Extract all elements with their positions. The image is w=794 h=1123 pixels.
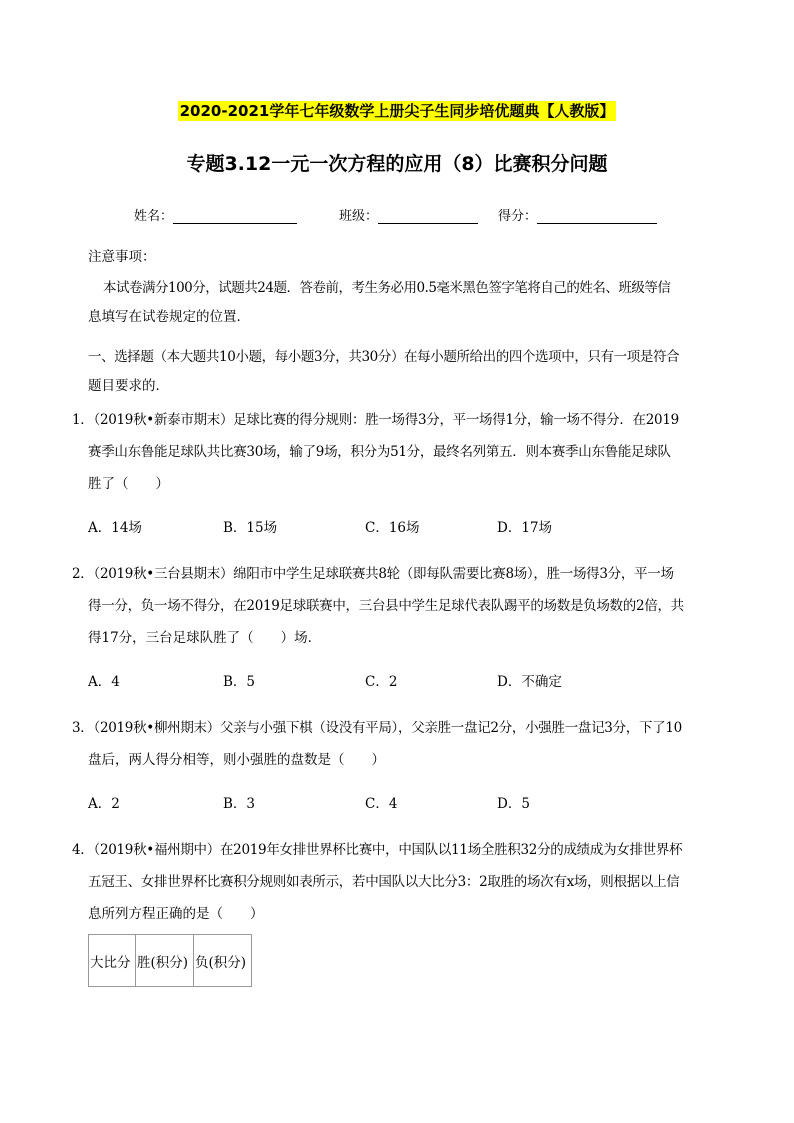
score-label: 得分： [498,209,538,224]
banner-text: 2020-2021学年七年级数学上册尖子生同步培优题典【人教版】 [179,102,615,120]
score-field [498,205,657,224]
question-1-option-d[interactable]: D．17场 [497,520,553,536]
section-line-2: 题目要求的． [88,378,169,394]
question-2-line-3: 得17分，三台足球队胜了（ ）场． [88,630,322,646]
class-field [339,205,478,224]
question-2-option-a[interactable]: A．4 [88,674,120,690]
question-3-option-a[interactable]: A．2 [88,796,120,812]
question-3-option-d[interactable]: D．5 [497,796,530,812]
section-line-1: 一、选择题（本大题共10小题，每小题3分，共30分）在每小题所给出的四个选项中，只有一项是符合 [88,349,680,365]
question-2-option-c[interactable]: C．2 [365,674,398,690]
name-label: 姓名： [134,209,174,224]
question-3-option-c[interactable]: C．4 [365,796,398,812]
banner [0,100,794,121]
table-header-cell: 胜(积分) [136,935,194,987]
question-2-line-1: 2．（2019秋•三台县期末）绵阳市中学生足球联赛共8轮（即每队需要比赛8场），胜一场得3分，平一场 [72,566,674,582]
question-2-option-b[interactable]: B．5 [223,674,256,690]
table-row [89,935,252,987]
question-1-line-3: 胜了（ ） [88,476,169,492]
question-1-option-b[interactable]: B．15场 [223,520,278,536]
table-header-cell: 大比分 [89,935,136,987]
name-blank[interactable] [173,209,297,224]
question-1-line-1: 1．（2019秋•新泰市期末）足球比赛的得分规则：胜一场得3分，平一场得1分，输一场不得分．在2019 [72,412,679,428]
question-1-option-a[interactable]: A．14场 [88,520,142,536]
question-2-line-2: 得一分，负一场不得分，在2019足球联赛中，三台县中学生足球代表队踢平的场数是负场数的2倍，共 [88,598,684,614]
question-3-option-b[interactable]: B．3 [223,796,256,812]
question-4-line-1: 4．（2019秋•福州期中）在2019年女排世界杯比赛中，中国队以11场全胜积32分的成绩成为女排世界杯 [72,842,683,858]
question-1-line-2: 赛季山东鲁能足球队共比赛30场，输了9场，积分为51分，最终名列第五．则本赛季山东鲁能足球队 [88,444,671,460]
table-header-cell: 负(积分) [194,935,252,987]
question-4-line-2: 五冠王、女排世界杯比赛积分规则如表所示，若中国队以大比分3：2取胜的场次有x场，则根据以上信 [88,874,680,890]
notes-line-1: 本试卷满分100分，试题共24题．答卷前，考生务必用0.5毫米黑色签字笔将自己的姓名、班级等信 [103,280,671,296]
question-4-line-3: 息所列方程正确的是（ ） [88,906,264,922]
question-2-option-d[interactable]: D．不确定 [497,674,562,690]
scoring-table [88,934,252,987]
notes-line-2: 息填写在试卷规定的位置． [88,309,250,325]
question-3-line-2: 盘后，两人得分相等，则小强胜的盘数是（ ） [88,752,385,768]
question-1-option-c[interactable]: C．16场 [365,520,420,536]
score-blank[interactable] [537,209,657,224]
class-blank[interactable] [378,209,478,224]
question-3-line-1: 3．（2019秋•柳州期末）父亲与小强下棋（设没有平局），父亲胜一盘记2分，小强胜一盘记3分，下了10 [72,720,682,736]
notes-heading: 注意事项： [88,249,156,265]
class-label: 班级： [339,209,379,224]
name-field [134,205,297,224]
page-title: 专题3.12一元一次方程的应用（8）比赛积分问题 [186,153,608,175]
